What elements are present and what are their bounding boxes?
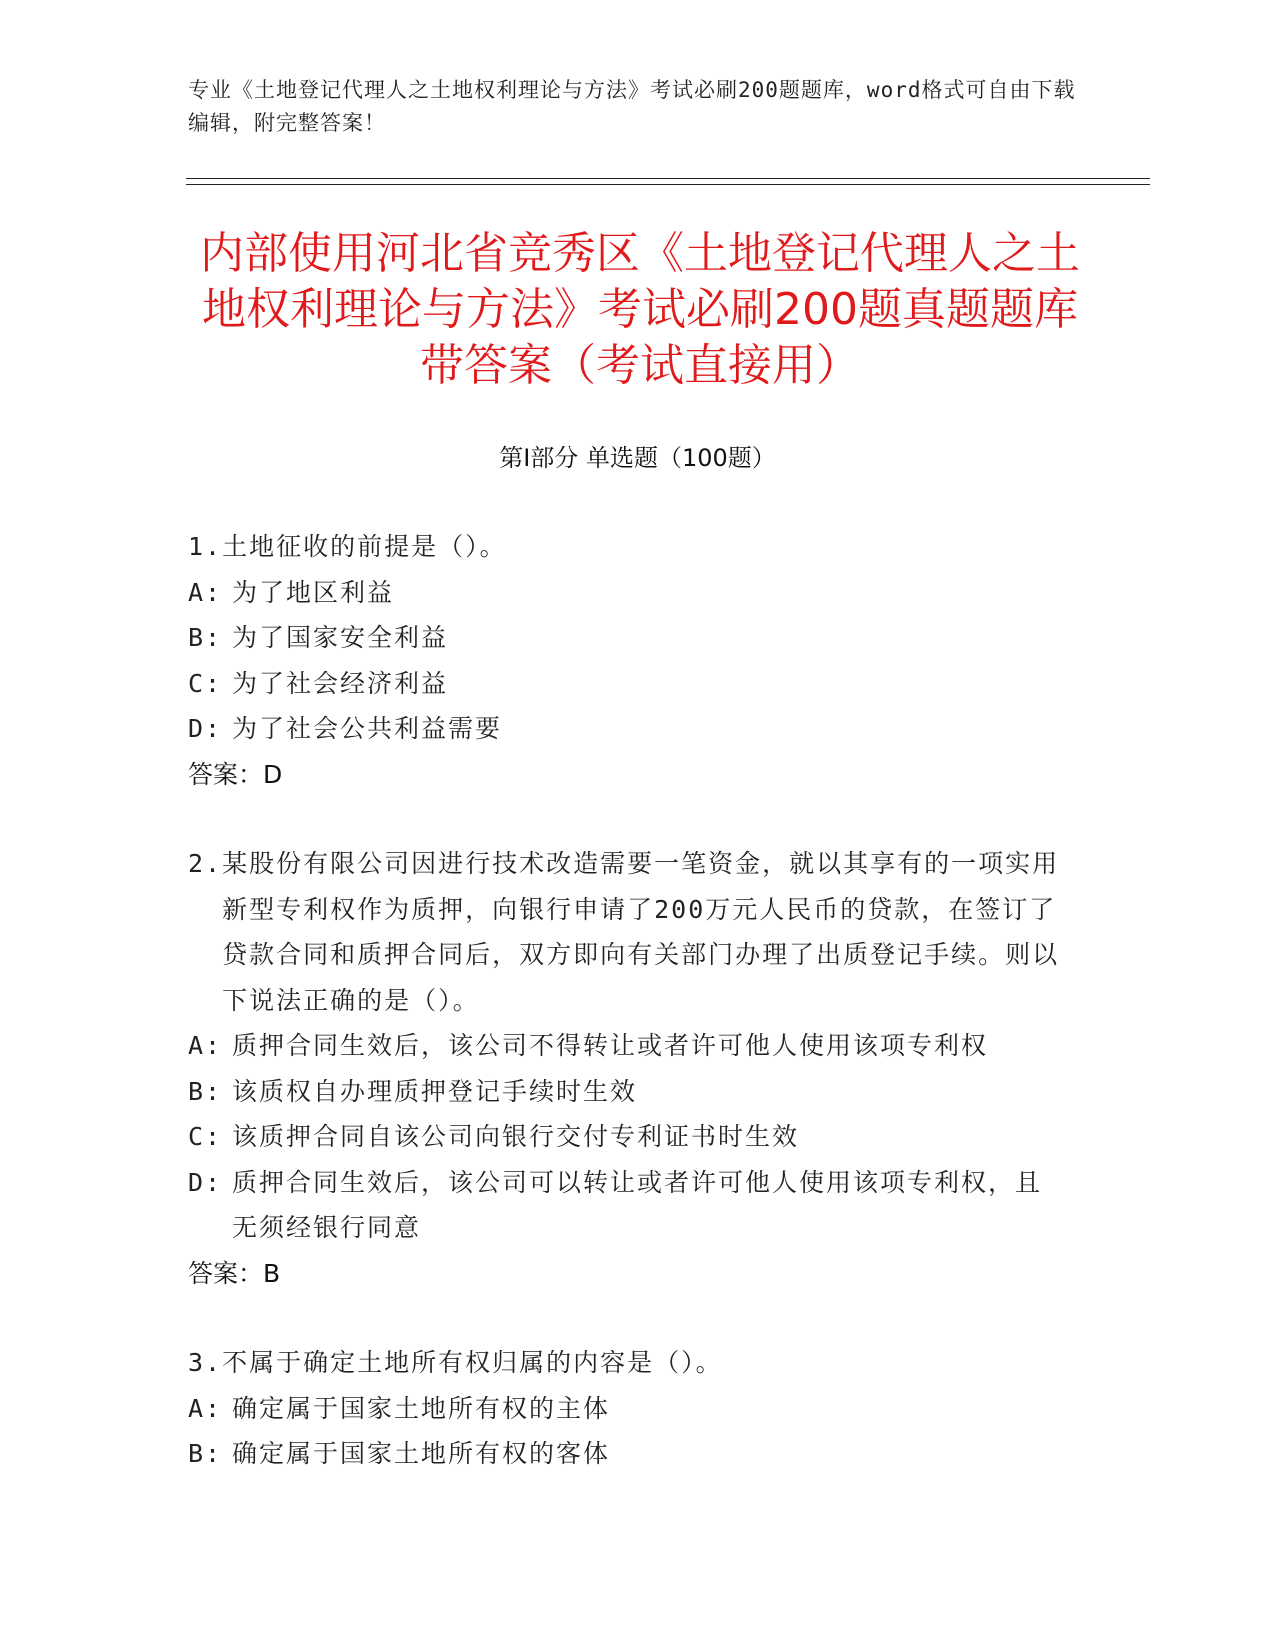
option-b [188,1431,1068,1477]
option-text: 该质押合同自该公司向银行交付专利证书时生效 [232,1122,800,1151]
question-number: 2. [188,849,223,878]
question-number: 1. [188,532,223,561]
option-text: 为了社会经济利益 [232,668,449,698]
question-text: 土地征收的前提是（）。 [222,532,507,561]
option-letter: C: [188,668,223,698]
option-text: 为了国家安全利益 [232,623,449,652]
option-letter: B: [188,1076,223,1106]
option-text: 质押合同生效后，该公司可以转让或者许可他人使用该项专利权，且无须经银行同意 [232,1167,1043,1242]
option-a [188,1386,1068,1432]
option-letter: A: [188,577,223,607]
option-letter: D: [188,1167,223,1197]
option-letter: B: [188,1439,223,1468]
question-stem [188,524,1068,570]
question-stem [188,841,1068,1023]
option-text: 为了社会公共利益需要 [232,714,503,743]
option-c [188,661,1068,707]
header-divider-top [186,178,1150,179]
option-text: 确定属于国家土地所有权的主体 [232,1393,611,1423]
question-text: 某股份有限公司因进行技术改造需要一笔资金，就以其享有的一项实用新型专利权作为质押，向银行申请了200万元人民币的贷款，在签订了贷款合同和质押合同后，双方即向有关部门办理了出质登记手续。则以下说法正确的是（）。 [222,849,1060,1015]
option-a [188,1023,1068,1069]
option-c [188,1114,1068,1160]
option-text: 确定属于国家土地所有权的客体 [232,1439,611,1468]
option-b [188,615,1068,661]
option-letter: A: [188,1393,223,1423]
option-text: 为了地区利益 [232,577,395,607]
option-letter: A: [188,1031,223,1060]
question-2 [188,841,1068,1296]
option-text: 质押合同生效后，该公司不得转让或者许可他人使用该项专利权 [232,1031,989,1060]
question-number: 3. [188,1348,223,1377]
option-letter: B: [188,623,223,652]
header-note: 专业《土地登记代理人之土地权利理论与方法》考试必刷200题题库，word格式可自由下载编辑，附完整答案！ [188,78,1076,135]
section-title: 第Ⅰ部分 单选题（100题） [499,444,776,472]
question-text: 不属于确定土地所有权归属的内容是（）。 [222,1348,723,1377]
answer: 答案：D [188,759,283,789]
option-a [188,570,1068,616]
question-3 [188,1340,1068,1477]
question-stem [188,1340,1068,1386]
option-d [188,1160,1068,1251]
answer: 答案：B [188,1258,281,1288]
option-text: 该质权自办理质押登记手续时生效 [232,1076,638,1106]
question-1 [188,524,1068,797]
document-title: 内部使用河北省竞秀区《土地登记代理人之土地权利理论与方法》考试必刷200题真题题库带答案（考试直接用） [200,228,1080,391]
option-b [188,1069,1068,1115]
option-letter: C: [188,1122,223,1151]
option-d [188,706,1068,752]
option-letter: D: [188,714,223,743]
question-list [188,524,1068,1521]
header-divider-bottom [186,184,1150,185]
